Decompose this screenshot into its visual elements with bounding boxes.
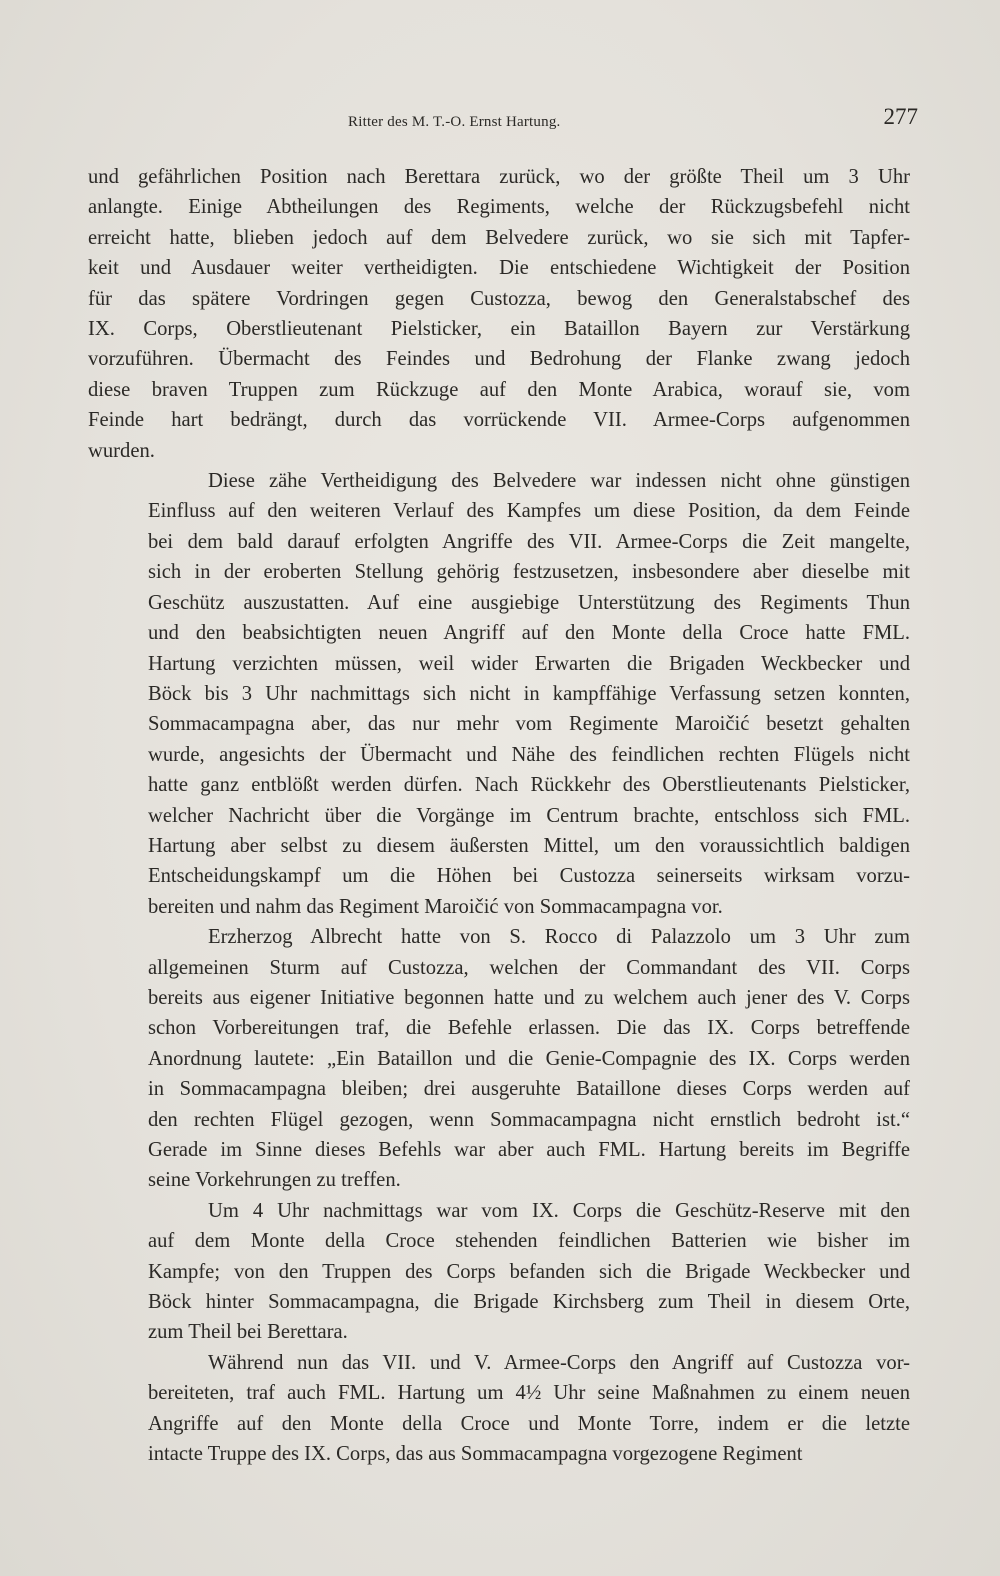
text-line: schon Vorbereitungen traf, die Befehle erlassen. Die das IX. Corps betreffende (148, 1017, 910, 1040)
text-line: Feinde hart bedrängt, durch das vorrückende VII. Armee-Corps aufgenommen (88, 409, 910, 432)
text-line: Diese zähe Vertheidigung des Belvedere war indessen nicht ohne günstigen (208, 470, 910, 493)
text-line: Böck bis 3 Uhr nachmittags sich nicht in kampffähige Verfassung setzen konnten, (148, 682, 910, 705)
text-line: diese braven Truppen zum Rückzuge auf den Monte Arabica, worauf sie, vom (88, 378, 910, 401)
text-line: Einfluss auf den weiteren Verlauf des Kampfes um diese Position, da dem Feinde (148, 500, 910, 523)
text-line: hatte ganz entblößt werden dürfen. Nach Rückkehr des Oberstlieutenants Pielsticker, (148, 774, 910, 797)
text-line: bereiteten, traf auch FML. Hartung um 4½ Uhr seine Maßnahmen zu einem neuen (148, 1382, 910, 1405)
text-line: IX. Corps, Oberstlieutenant Pielsticker, ein Bataillon Bayern zur Verstärkung (88, 318, 910, 341)
text-line: Kampfe; von den Truppen des Corps befanden sich die Brigade Weckbecker und (148, 1260, 910, 1283)
text-line: Gerade im Sinne dieses Befehls war aber auch FML. Hartung bereits im Begriffe (148, 1139, 910, 1161)
text-line: Während nun das VII. und V. Armee-Corps den Angriff auf Custozza vor- (208, 1351, 910, 1374)
text-line: intacte Truppe des IX. Corps, das aus Sommacampagna vorgezogene Regiment (148, 1443, 803, 1466)
text-line: Sommacampagna aber, das nur mehr vom Regimente Maroičić besetzt gehalten (148, 713, 910, 736)
text-line: für das spätere Vordringen gegen Custozza, bewog den Generalstabschef des (88, 287, 910, 310)
text-line: welcher Nachricht über die Vorgänge im Centrum brachte, entschloss sich FML. (148, 804, 910, 827)
text-line: wurde, angesichts der Übermacht und Nähe des feindlichen rechten Flügels nicht (148, 743, 910, 766)
text-line: seine Vorkehrungen zu treffen. (148, 1169, 401, 1192)
text-line: Entscheidungskampf um die Höhen bei Custozza seinerseits wirksam vorzu- (148, 865, 910, 888)
text-line: den rechten Flügel gezogen, wenn Sommacampagna nicht ernstlich bedroht ist.“ (148, 1108, 910, 1131)
text-line: und den beabsichtigten neuen Angriff auf den Monte della Croce hatte FML. (148, 622, 910, 645)
text-line: und gefährlichen Position nach Berettara zurück, wo der größte Theil um 3 Uhr (88, 166, 910, 188)
text-line: Anordnung lautete: „Ein Bataillon und die Genie-Compagnie des IX. Corps werden (148, 1047, 910, 1070)
text-line: keit und Ausdauer weiter vertheidigten. Die entschiedene Wichtigkeit der Position (88, 257, 910, 280)
text-line: Hartung verzichten müssen, weil wider Erwarten die Brigaden Weckbecker und (148, 652, 910, 675)
text-line: Geschütz auszustatten. Auf eine ausgiebige Unterstützung des Regiments Thun (148, 591, 910, 614)
text-line: bereits aus eigener Initiative begonnen hatte und zu welchem auch jener des V. Corps (148, 986, 910, 1009)
running-head-title: Ritter des M. T.-O. Ernst Hartung. (348, 114, 561, 130)
text-line: bereiten und nahm das Regiment Maroičić von Sommacampagna vor. (148, 895, 723, 918)
text-line: Erzherzog Albrecht hatte von S. Rocco di Palazzolo um 3 Uhr zum (208, 926, 910, 949)
text-line: allgemeinen Sturm auf Custozza, welchen der Commandant des VII. Corps (148, 956, 910, 979)
text-line: Hartung aber selbst zu diesem äußersten Mittel, um den voraussichtlich baldigen (148, 834, 910, 857)
text-line: erreicht hatte, blieben jedoch auf dem Belvedere zurück, wo sie sich mit Tapfer- (88, 226, 910, 249)
text-line: sich in der eroberten Stellung gehörig festzusetzen, insbesondere aber dieselbe mit (148, 561, 910, 584)
body-text (88, 162, 910, 1469)
text-line: zum Theil bei Berettara. (148, 1321, 348, 1344)
paragraph (88, 922, 910, 1196)
paragraph (88, 1196, 910, 1348)
text-line: Böck hinter Sommacampagna, die Brigade Kirchsberg zum Theil in diesem Orte, (148, 1291, 910, 1314)
text-line: Um 4 Uhr nachmittags war vom IX. Corps die Geschütz-Reserve mit den (208, 1199, 910, 1222)
text-line: anlangte. Einige Abtheilungen des Regiments, welche der Rückzugsbefehl nicht (88, 196, 910, 219)
text-line: auf dem Monte della Croce stehenden feindlichen Batterien wie bisher im (148, 1230, 910, 1253)
running-head (90, 104, 918, 134)
paragraph (88, 1348, 910, 1470)
text-line: wurden. (88, 439, 155, 462)
text-line: Angriffe auf den Monte della Croce und Monte Torre, indem er die letzte (148, 1412, 910, 1435)
text-line: bei dem bald darauf erfolgten Angriffe des VII. Armee-Corps die Zeit mangelte, (148, 530, 910, 553)
paragraph (88, 162, 910, 466)
text-line: in Sommacampagna bleiben; drei ausgeruhte Bataillone dieses Corps werden auf (148, 1078, 910, 1101)
page-number: 277 (883, 104, 918, 129)
text-line: vorzuführen. Übermacht des Feindes und Bedrohung der Flanke zwang jedoch (88, 348, 910, 371)
paragraph (88, 466, 910, 922)
